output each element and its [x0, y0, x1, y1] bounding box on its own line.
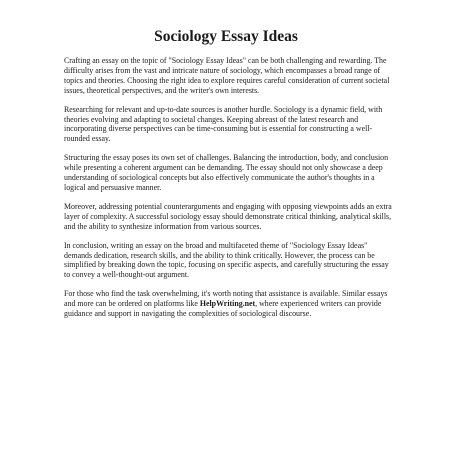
paragraph-1: Crafting an essay on the topic of "Sociology Essay Ideas" can be both challenging and rewarding. The difficulty arises from the vast and intricate nature of sociology, which encompasses a broad range of topics and theories. Choosing the right idea to explore requires careful consideration of current societal issues, theoretical perspectives, and the writer's own interests.	[64, 56, 390, 95]
paragraph-2: Researching for relevant and up-to-date sources is another hurdle. Sociology is a dynamic field, with theories evolving and adapting to societal changes. Keeping abreast of the latest research and incorporating diverse perspectives can be time-consuming but is essential for constructing a well-rounded essay.	[64, 104, 383, 144]
paragraph-3: Structuring the essay poses its own set of challenges. Balancing the introduction, body, and conclusion while presenting a coherent argument can be demanding. The essay should not only showcase a deep understanding of sociological concepts but also effectively communicate the author's thoughts in a logical and persuasive manner.	[64, 153, 389, 192]
paragraph-6	[64, 289, 394, 319]
document-body	[64, 56, 394, 328]
document-title: Sociology Essay Ideas	[154, 28, 298, 45]
paragraph-5: In conclusion, writing an essay on the broad and multifaceted theme of "Sociology Essay Ideas" demands dedication, research skills, and the ability to think critically. However, the process can be simplified by breaking down the topic, focusing on specific aspects, and carefully structuring the essay to convey a well-thought-out argument.	[64, 240, 389, 280]
paragraph-4: Moreover, addressing potential counterarguments and engaging with opposing viewpoints adds an extra layer of complexity. A successful sociology essay should demonstrate critical thinking, analytical skills, and the ability to synthesize information from various sources.	[64, 201, 392, 231]
paragraph-6-text-before: For those who find the task overwhelming, it's worth noting that assistance is available. Similar essays and more can be ordered on platforms like	[64, 289, 388, 309]
paragraph-6-text-after: , where experienced writers can provide guidance and support in navigating the complexities of sociological discourse.	[64, 299, 382, 319]
helpwriting-link[interactable]: HelpWriting.net	[199, 299, 256, 309]
